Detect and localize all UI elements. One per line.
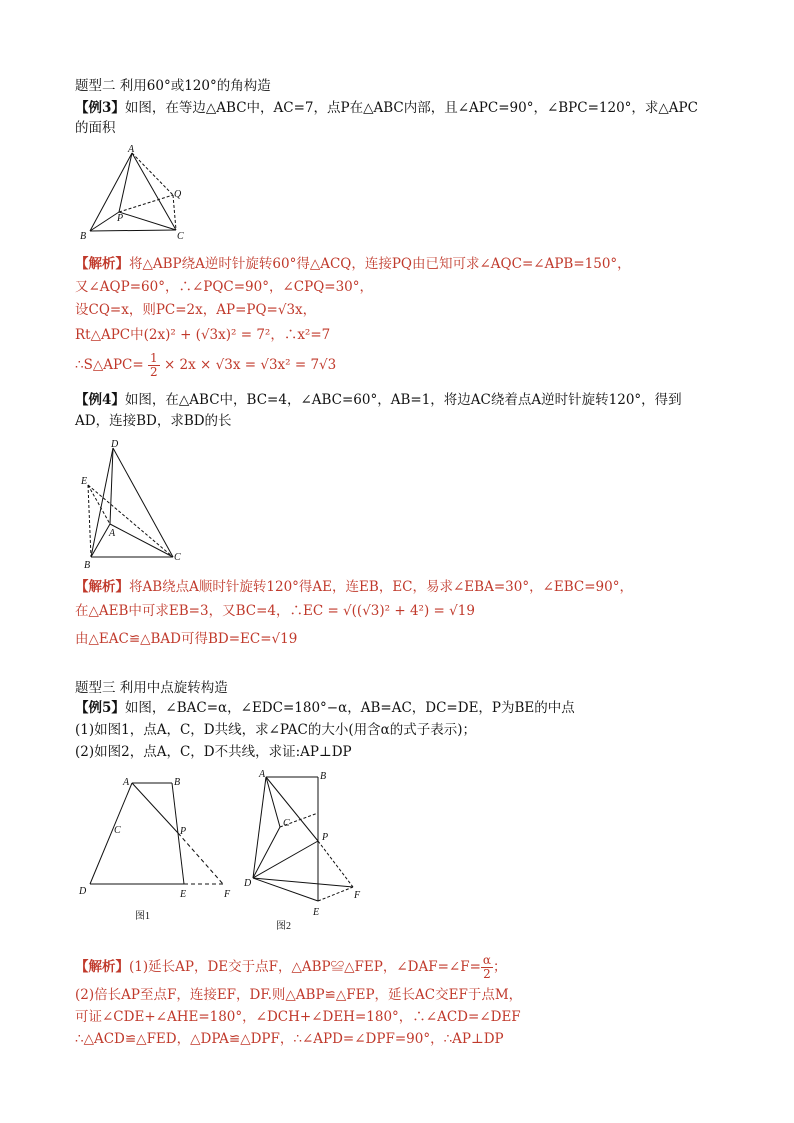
fraction-denominator: 2	[150, 365, 158, 379]
figure-2	[245, 768, 375, 938]
example-5-line2: (1)如图1，点A，C，D共线，求∠PAC的大小(用含α的式子表示)；	[75, 722, 476, 738]
example-3-bracket: 【例3】	[75, 100, 125, 116]
label-C: C	[283, 818, 290, 829]
solution-bracket: 【解析】	[75, 959, 129, 975]
example-5-line3: (2)如图2，点A，C，D不共线，求证:AP⊥DP	[75, 744, 352, 760]
example-4-text	[75, 391, 682, 409]
area-expression-rest: × 2x × √3x = √3x² = 7√3	[163, 357, 337, 373]
fraction-half	[148, 352, 160, 379]
example-4-line1: 如图，在△ABC中，BC=4，∠ABC=60°，AB=1，将边AC绕着点A逆时针旋转120°，得到	[124, 392, 682, 408]
fraction-denominator: 2	[483, 967, 491, 981]
example-3-solution-1	[75, 255, 631, 273]
example-5-solution-1	[75, 953, 507, 981]
figure-1	[78, 770, 238, 930]
label-E: E	[81, 476, 88, 487]
label-P: P	[180, 826, 187, 837]
label-A: A	[109, 528, 116, 539]
label-F: F	[224, 889, 231, 900]
label-P: P	[322, 832, 329, 843]
example-5-bracket: 【例5】	[75, 700, 125, 716]
example-5-solution-4: ∴△ACD≌△FED，△DPA≌△DPF，∴∠APD=∠DPF=90°，∴AP⊥DP	[75, 1031, 504, 1047]
example-3-solution-3: 设CQ=x，则PC=2x，AP=PQ=√3x，	[75, 302, 317, 318]
label-B: B	[320, 771, 327, 782]
example-3-line2: 的面积	[75, 120, 116, 136]
label-A: A	[128, 144, 135, 155]
example-5-line1: 如图，∠BAC=α，∠EDC=180°−α，AB=AC，DC=DE，P为BE的中点	[124, 700, 575, 716]
example-5-solution-3: 可证∠CDE+∠AHE=180°，∠DCH+∠DEH=180°，∴∠ACD=∠DEF	[75, 1009, 521, 1025]
solution-bracket: 【解析】	[75, 256, 129, 272]
example-5-solution-2: (2)倍长AP至点F，连接EF，DF.则△ABP≌△FEP，延长AC交EF于点M，	[75, 987, 523, 1003]
label-B: B	[80, 231, 87, 242]
fraction-alpha-half	[481, 954, 493, 981]
label-D: D	[244, 878, 252, 889]
solution-line: 将△ABP绕A逆时针旋转60°得△ACQ，连接PQ由已知可求∠AQC=∠APB=150°，	[129, 256, 631, 272]
fraction-numerator: 1	[150, 351, 158, 365]
example-4-solution-1	[75, 578, 633, 596]
figure-example-4	[78, 436, 188, 570]
section-title-3: 题型三 利用中点旋转构造	[75, 680, 228, 696]
solution-line: 将AB绕点A顺时针旋转120°得AE，连EB，EC，易求∠EBA=30°，∠EBC=90°，	[129, 579, 633, 595]
label-B: B	[84, 560, 91, 571]
example-3-solution-4: Rt△APC中(2x)² + (√3x)² = 7²，∴x²=7	[75, 327, 331, 343]
area-expression: ∴S△APC=	[75, 357, 144, 373]
example-3-text	[75, 99, 698, 117]
example-4-solution-3: 由△EAC≌△BAD可得BD=EC=√19	[75, 631, 298, 647]
solution-line-end: ；	[493, 959, 507, 975]
label-A: A	[259, 769, 266, 780]
label-C: C	[174, 552, 181, 563]
label-C: C	[114, 825, 121, 836]
label-C: C	[177, 231, 184, 242]
example-3-solution-2: 又∠AQP=60°，∴∠PQC=90°，∠CPQ=30°，	[75, 279, 374, 295]
example-5-text	[75, 699, 575, 717]
example-3-line1: 如图，在等边△ABC中，AC=7，点P在△ABC内部，且∠APC=90°，∠BPC=120°，求△APC	[124, 100, 698, 116]
label-Q: Q	[174, 189, 182, 200]
label-E: E	[313, 907, 320, 918]
label-A: A	[123, 777, 130, 788]
section-title-2: 题型二 利用60°或120°的角构造	[75, 78, 271, 94]
solution-bracket: 【解析】	[75, 579, 129, 595]
label-D: D	[79, 886, 87, 897]
caption-figure-2: 图2	[276, 921, 291, 932]
label-F: F	[354, 890, 361, 901]
solution-line: (1)延长AP，DE交于点F，△ABP≌△FEP，∠DAF=∠F=	[129, 959, 481, 975]
example-3-solution-5	[75, 351, 336, 379]
example-4-bracket: 【例4】	[75, 392, 125, 408]
example-4-line2: AD，连接BD，求BD的长	[75, 413, 232, 429]
figure-example-3	[78, 143, 198, 243]
label-B: B	[174, 777, 181, 788]
caption-figure-1: 图1	[135, 911, 150, 922]
label-D: D	[111, 439, 119, 450]
label-P: P	[117, 213, 124, 224]
example-4-solution-2: 在△AEB中可求EB=3，又BC=4，∴EC = √((√3)² + 4²) = √19	[75, 603, 475, 619]
fraction-numerator: α	[482, 953, 491, 967]
label-E: E	[180, 889, 187, 900]
